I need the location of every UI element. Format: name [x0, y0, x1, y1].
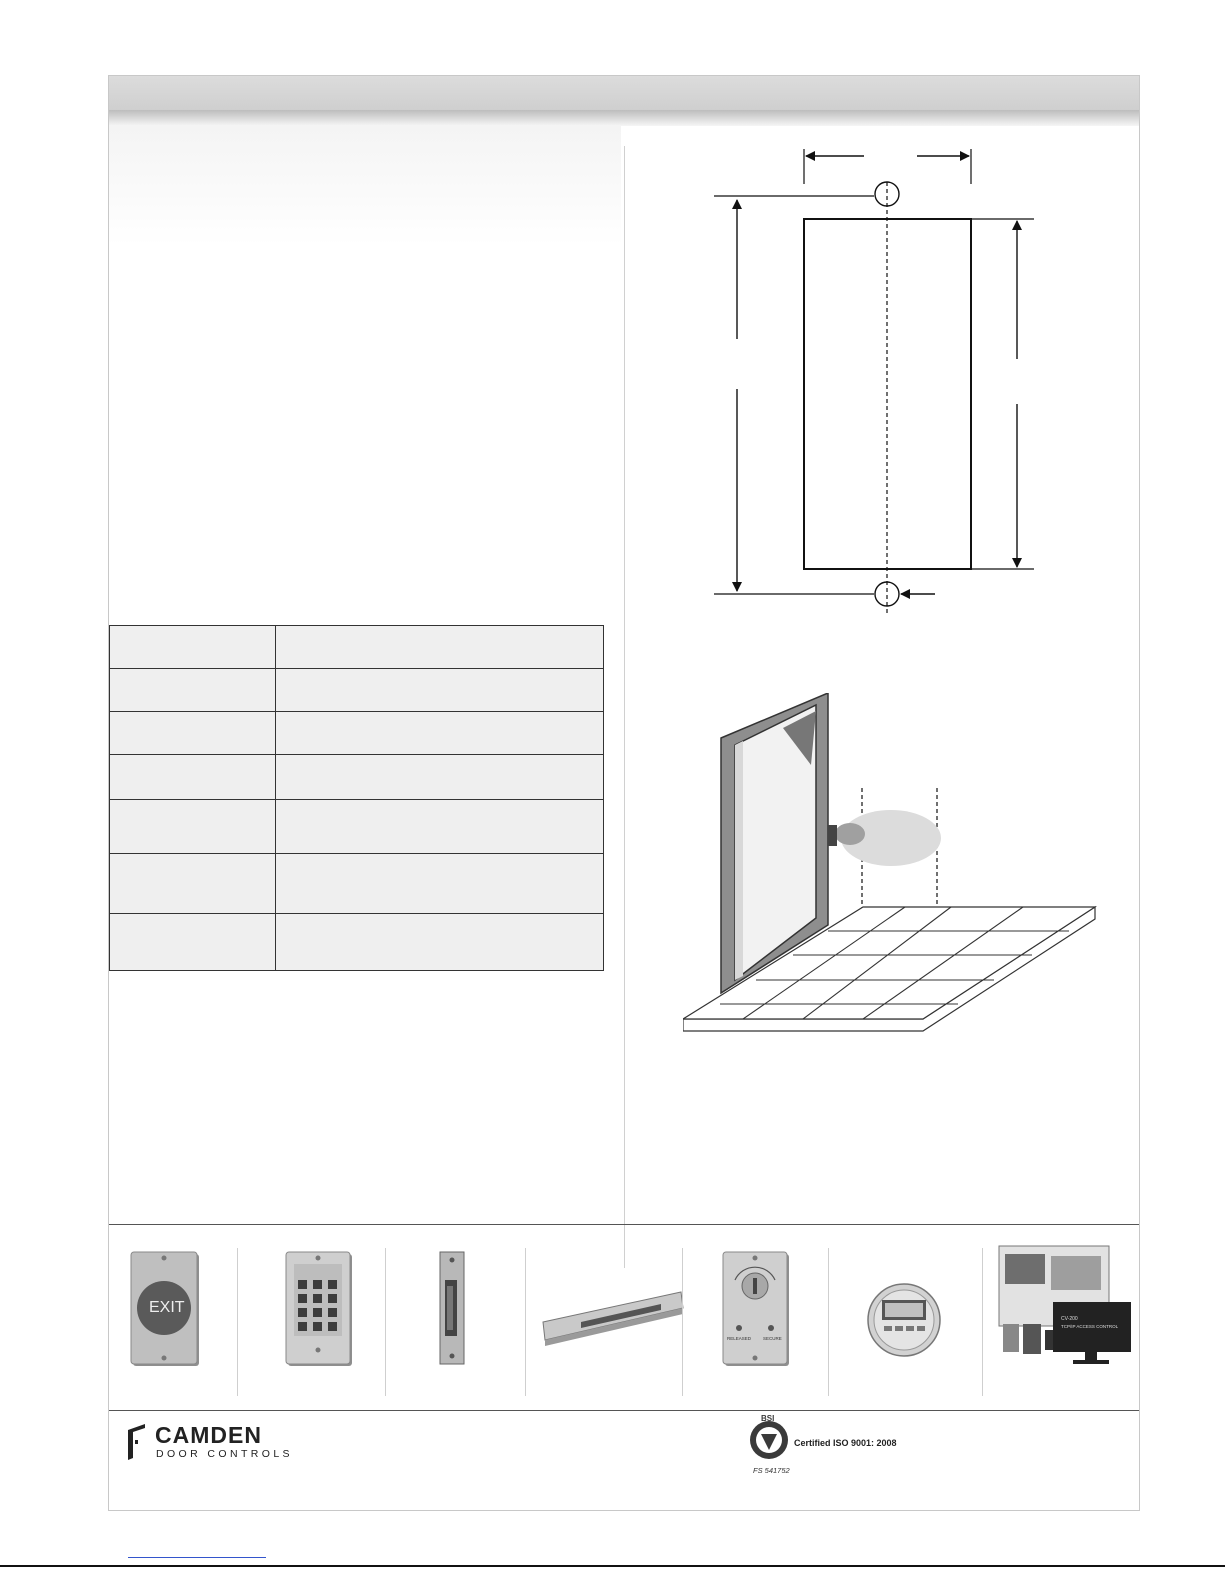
table-row — [110, 755, 604, 800]
exit-label: EXIT — [149, 1299, 185, 1316]
certificate-number: FS 541752 — [753, 1466, 790, 1475]
kit-screen-title: TCP/IP ACCESS CONTROL — [1061, 1324, 1119, 1329]
table-cell — [110, 712, 276, 755]
table-cell — [276, 626, 604, 669]
product-keypad — [284, 1244, 354, 1400]
table-row — [110, 914, 604, 971]
product-maglock — [541, 1244, 686, 1400]
thumb-separator — [828, 1248, 829, 1396]
footer-bottom-rule — [109, 1410, 1139, 1411]
mounting-dimension-diagram — [699, 144, 1044, 624]
product-thumbnail-strip — [109, 1244, 1139, 1400]
table-cell — [110, 626, 276, 669]
header-shadow — [109, 110, 1139, 126]
header-band — [109, 76, 1139, 110]
table-row — [110, 800, 604, 854]
specifications-table — [109, 625, 604, 971]
bsi-badge-text: BSI — [761, 1414, 775, 1423]
bottom-page-rule — [0, 1565, 1225, 1567]
table-row — [110, 669, 604, 712]
table-row — [110, 854, 604, 914]
table-cell — [276, 755, 604, 800]
table-cell — [110, 800, 276, 854]
table-row — [110, 626, 604, 669]
product-access-control-kit — [989, 1244, 1134, 1400]
table-cell — [276, 712, 604, 755]
table-cell — [110, 914, 276, 971]
bottom-link-underline — [128, 1557, 266, 1558]
product-digital-timer — [864, 1244, 944, 1400]
product-key-switch — [721, 1244, 791, 1400]
column-divider — [624, 146, 625, 1268]
brand-subtitle: DOOR CONTROLS — [156, 1448, 293, 1460]
key-switch-released-label: RELEASED — [727, 1336, 752, 1341]
key-switch-secure-label: SECURE — [763, 1336, 782, 1341]
product-exit-button — [129, 1244, 201, 1400]
door-sensor-illustration — [683, 693, 1103, 1033]
table-cell — [276, 800, 604, 854]
product-electric-strike — [437, 1244, 467, 1400]
brand-name: CAMDEN — [155, 1422, 262, 1448]
certification-text: Certified ISO 9001: 2008 — [794, 1438, 897, 1448]
table-cell — [110, 755, 276, 800]
table-cell — [276, 669, 604, 712]
table-cell — [110, 854, 276, 914]
thumb-separator — [237, 1248, 238, 1396]
table-cell — [276, 914, 604, 971]
table-cell — [276, 854, 604, 914]
thumb-separator — [385, 1248, 386, 1396]
door-icon — [125, 1424, 149, 1462]
table-row — [110, 712, 604, 755]
kit-screen-model: CV-200 — [1061, 1316, 1078, 1322]
thumb-separator — [682, 1248, 683, 1396]
thumb-separator — [525, 1248, 526, 1396]
iso-certification — [749, 1416, 1009, 1476]
table-cell — [110, 669, 276, 712]
left-column-fade — [109, 126, 621, 246]
thumb-separator — [982, 1248, 983, 1396]
spec-sheet-page — [108, 75, 1140, 1511]
footer-top-rule — [109, 1224, 1139, 1225]
